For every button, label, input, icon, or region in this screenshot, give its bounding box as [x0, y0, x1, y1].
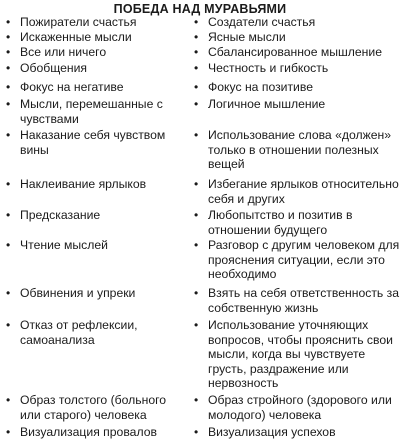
list-item: • Честность и гибкость — [194, 61, 329, 75]
bullet-icon: • — [6, 30, 11, 44]
bullet-icon: • — [6, 80, 11, 94]
list-item: • Образ стройного (здорового или молодого) человека — [194, 393, 392, 422]
list-item: • Создатели счастья — [194, 15, 316, 29]
bullet-icon: • — [6, 15, 11, 29]
bullet-icon: • — [194, 238, 199, 252]
bullet-icon: • — [6, 208, 11, 222]
list-item: • Наклеивание ярлыков — [6, 177, 147, 191]
list-item: • Все или ничего — [6, 45, 107, 59]
bullet-icon: • — [6, 61, 11, 75]
bullet-icon: • — [6, 128, 11, 142]
bullet-icon: • — [194, 208, 199, 222]
bullet-icon: • — [6, 318, 11, 332]
bullet-icon: • — [6, 425, 11, 439]
bullet-icon: • — [194, 61, 199, 75]
list-item: • Отказ от рефлексии, самоанализа — [6, 318, 138, 347]
list-item: • Любопытство и позитив в отношении будущего — [194, 208, 353, 237]
list-item: • Ясные мысли — [194, 30, 286, 44]
bullet-icon: • — [194, 318, 199, 332]
list-item: • Фокус на позитиве — [194, 80, 313, 94]
bullet-icon: • — [6, 45, 11, 59]
bullet-icon: • — [194, 393, 199, 407]
list-item: • Сбалансированное мышление — [194, 45, 382, 59]
list-item: • Фокус на негативе — [6, 80, 124, 94]
list-item: • Обвинения и упреки — [6, 286, 136, 300]
bullet-icon: • — [194, 45, 199, 59]
list-item: • Избегание ярлыков относительно себя и других — [194, 177, 399, 206]
bullet-icon: • — [194, 425, 199, 439]
bullet-icon: • — [194, 177, 199, 191]
list-item: • Использование слова «должен» только в отношении полезных вещей — [194, 128, 392, 172]
bullet-icon: • — [194, 30, 199, 44]
list-item: • Логичное мышление — [194, 97, 326, 111]
bullet-icon: • — [194, 15, 199, 29]
bullet-icon: • — [6, 238, 11, 252]
list-item: • Чтение мыслей — [6, 238, 108, 252]
list-item: • Искаженные мысли — [6, 30, 132, 44]
list-item: • Образ толстого (больного или старого) человека — [6, 393, 167, 422]
list-item: • Взять на себя ответственность за собственную жизнь — [194, 286, 400, 315]
list-item: • Разговор с другим человеком для прояснения ситуации, если это необходимо — [194, 238, 400, 282]
list-item: • Обобщения — [6, 61, 88, 75]
bullet-icon: • — [194, 128, 199, 142]
page-title: ПОБЕДА НАД МУРАВЬЯМИ — [113, 2, 287, 16]
list-item: • Мысли, перемешанные с чувствами — [6, 97, 163, 126]
bullet-icon: • — [6, 177, 11, 191]
bullet-icon: • — [194, 97, 199, 111]
bullet-icon: • — [6, 97, 11, 111]
bullet-icon: • — [194, 286, 199, 300]
bullet-icon: • — [6, 393, 11, 407]
list-item: • Использование уточняющих вопросов, чтобы прояснить свои мысли, когда вы чувствуете грусть, раздражение или нервозность — [194, 318, 393, 391]
bullet-icon: • — [194, 80, 199, 94]
bullet-icon: • — [6, 286, 11, 300]
list-item: • Визуализация провалов — [6, 425, 157, 439]
list-item: • Предсказание — [6, 208, 101, 222]
list-item: • Наказание себя чувством вины — [6, 128, 166, 157]
list-item: • Пожиратели счастья — [6, 15, 137, 29]
list-item: • Визуализация успехов — [194, 425, 336, 439]
